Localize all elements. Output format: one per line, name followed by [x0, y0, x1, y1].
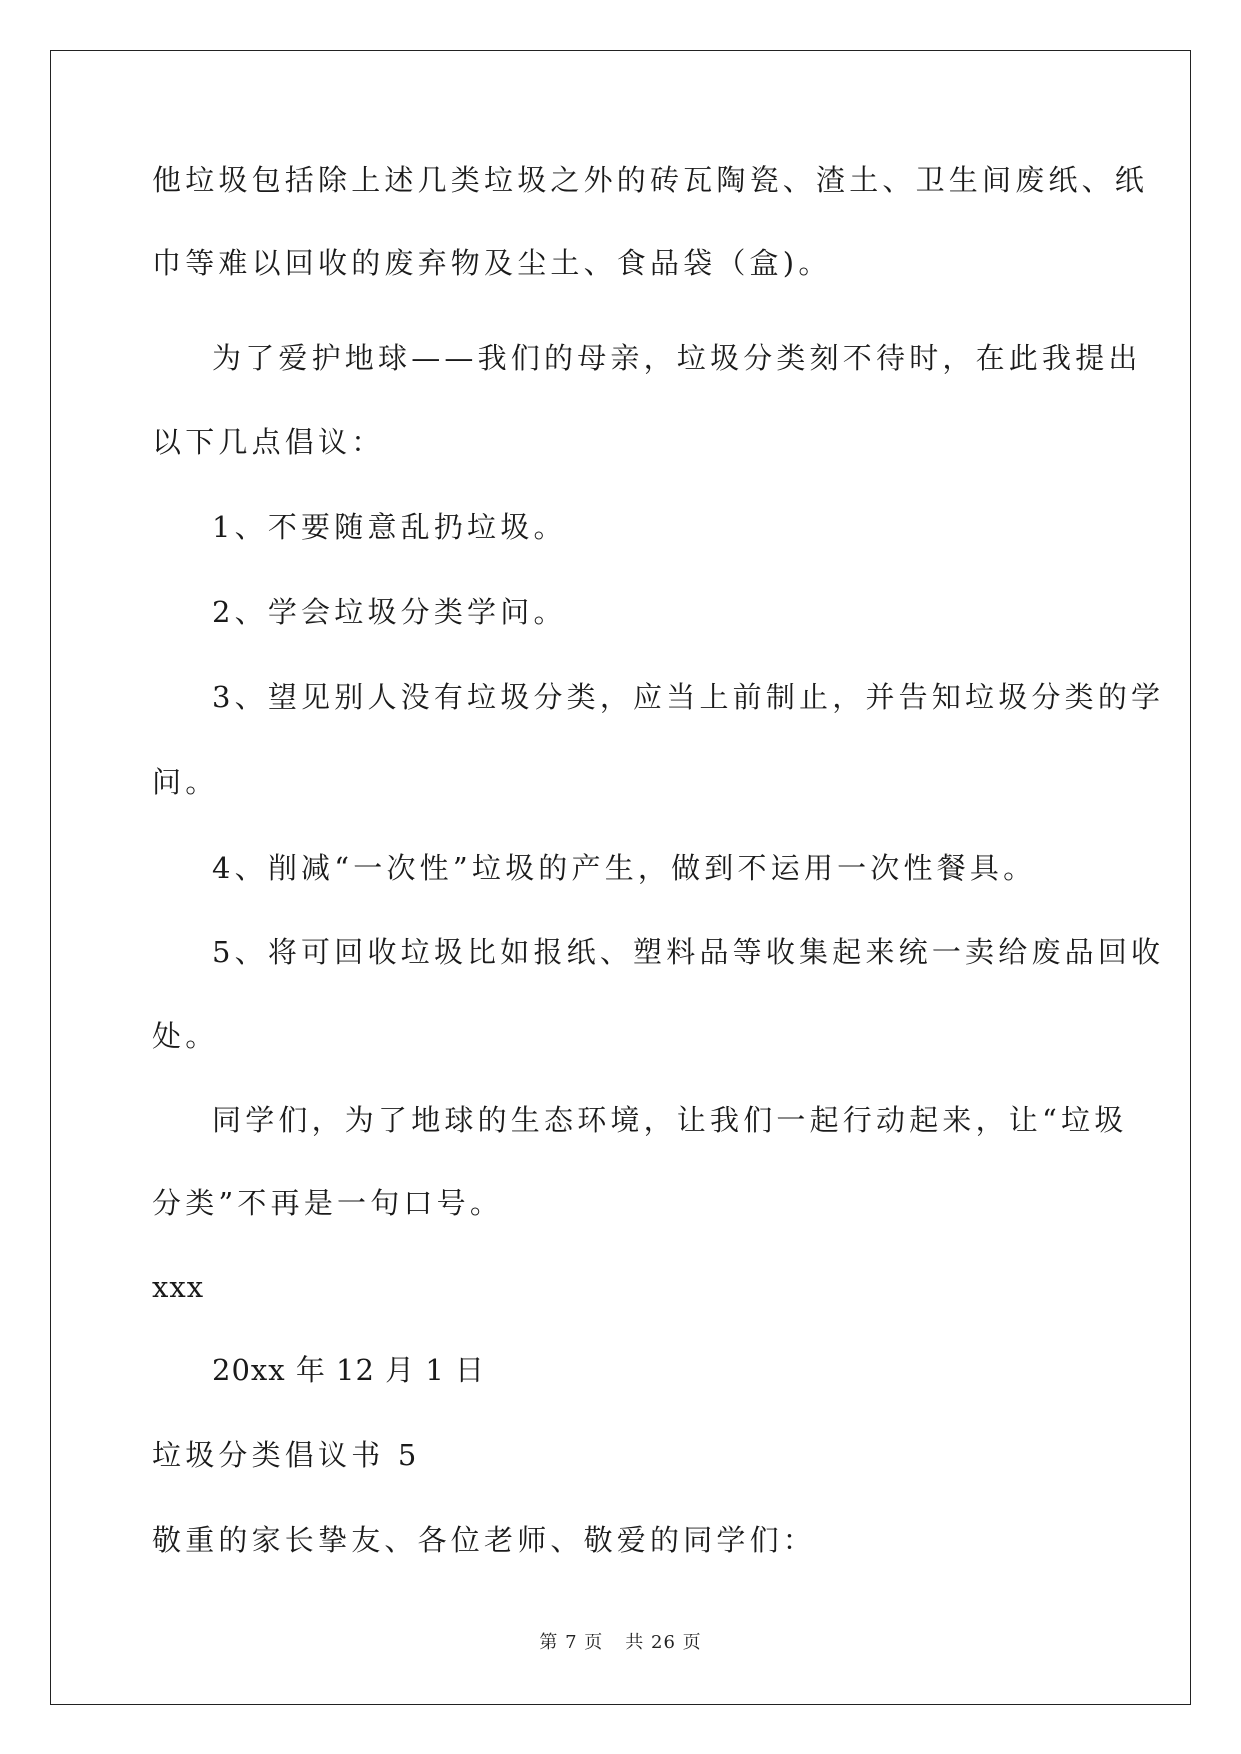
list-item-2: 2、学会垃圾分类学问。 — [212, 595, 567, 629]
date-line: 20xx 年 12 月 1 日 — [212, 1353, 486, 1387]
section-title: 垃圾分类倡议书 5 — [152, 1438, 421, 1472]
text-line: 分类”不再是一句口号。 — [152, 1186, 504, 1220]
text-line: 处。 — [152, 1019, 219, 1053]
list-item-5: 5、将可回收垃圾比如报纸、塑料品等收集起来统一卖给废品回收 — [212, 935, 1165, 969]
paragraph-line: 为了爱护地球——我们的母亲，垃圾分类刻不待时，在此我提出 — [212, 341, 1142, 375]
page-total: 共 26 页 — [625, 1632, 702, 1653]
page-footer — [0, 1628, 1241, 1654]
text-line: 问。 — [152, 765, 219, 799]
signature: xxx — [152, 1270, 205, 1304]
list-item-3: 3、望见别人没有垃圾分类，应当上前制止，并告知垃圾分类的学 — [212, 680, 1165, 714]
list-item-4: 4、削减“一次性”垃圾的产生，做到不运用一次性餐具。 — [212, 851, 1037, 885]
text-line: 他垃圾包括除上述几类垃圾之外的砖瓦陶瓷、渣土、卫生间废纸、纸 — [152, 163, 1149, 197]
list-item-1: 1、不要随意乱扔垃圾。 — [212, 510, 567, 544]
paragraph-line: 同学们，为了地球的生态环境，让我们一起行动起来，让“垃圾 — [212, 1103, 1128, 1137]
salutation: 敬重的家长挚友、各位老师、敬爱的同学们： — [152, 1523, 817, 1557]
text-line: 以下几点倡议： — [152, 425, 385, 459]
text-line: 巾等难以回收的废弃物及尘土、食品袋（盒)。 — [152, 246, 832, 280]
page-number: 第 7 页 — [539, 1632, 604, 1653]
